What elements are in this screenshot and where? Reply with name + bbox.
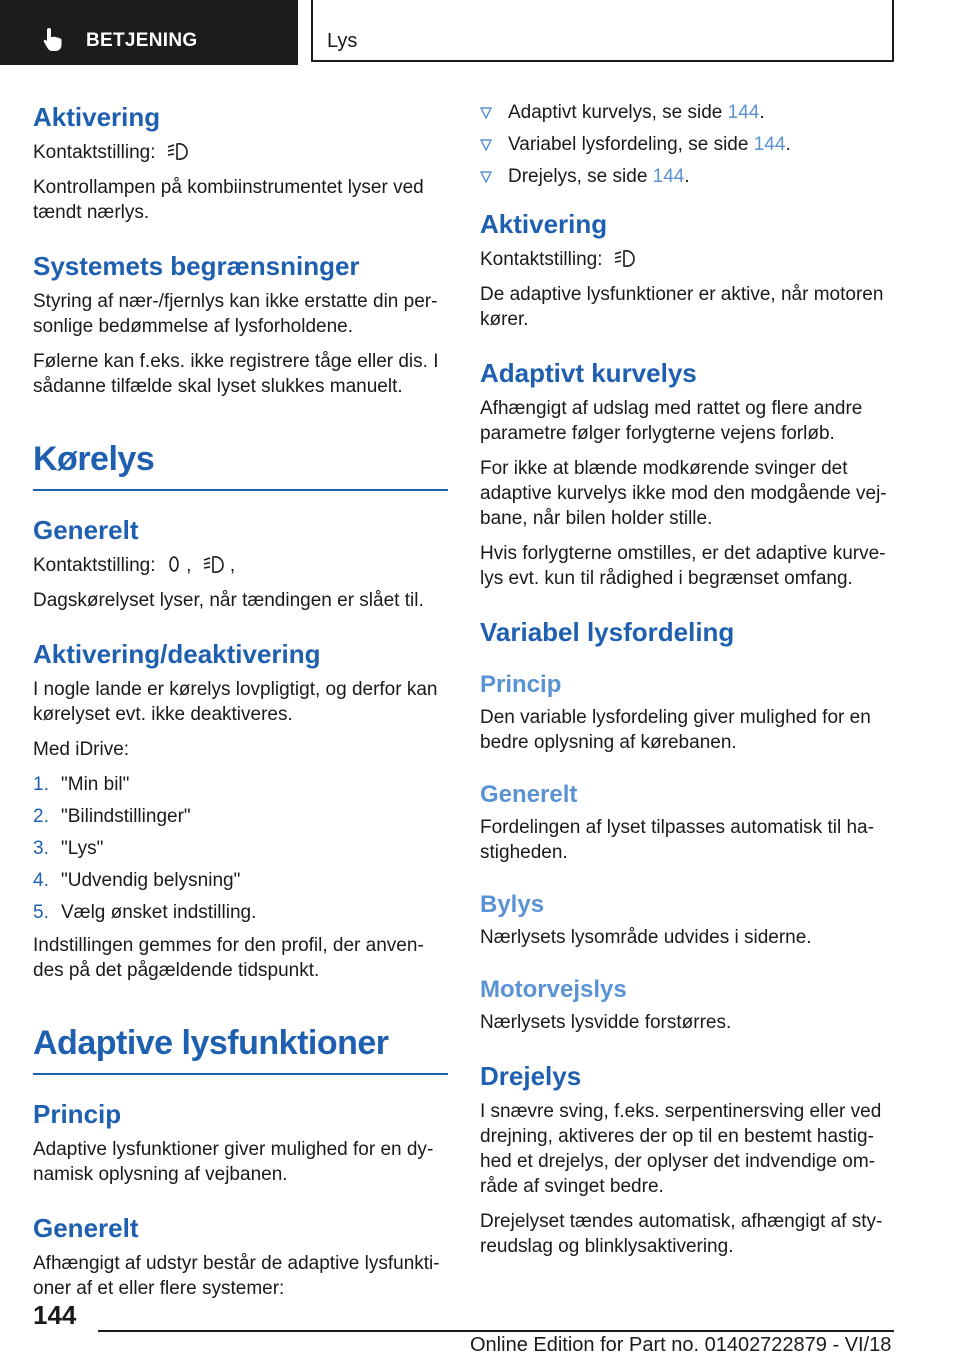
heading-generelt-2: Generelt [33,1213,139,1243]
list-item: 3. "Lys" [33,838,104,859]
separator: , [186,555,192,576]
left-column [33,100,448,1311]
list-item: Drejelys, se side 144. [480,164,890,189]
heading-systemets-begraensninger: Systemets begrænsninger [33,251,360,281]
subheading-generelt: Generelt [480,781,578,808]
heading-aktivering-deaktivering: Aktivering/deaktivering [33,639,321,669]
aktdeakt-p1: I nogle lande er kørelys lovpligtigt, og derfor kan kørelyset evt. ikke deaktiveres. [33,679,438,725]
systemets-p2: Følerne kan f.eks. ikke registrere tåge eller dis. I sådanne tilfælde skal lyset slukkes manuelt. [33,351,439,397]
kontakt-label: Kontaktstilling: [480,249,603,270]
aktivering2-text: De adaptive lysfunktioner er aktive, når motoren kører. [480,284,884,330]
motorvej-text: Nærlysets lysvidde forstørres. [480,1012,732,1033]
switch-zero-icon [167,553,181,575]
kontakt-line [33,140,448,165]
heading-aktivering: Aktivering [33,102,161,132]
heading-princip: Princip [33,1099,122,1129]
header-section-label: BETJENING [86,30,198,51]
princip-text: Adaptive lysfunktioner giver mulighed for en dynamisk oplysning af vejbanen. [33,1139,434,1185]
list-item: 5. Vælg ønsket indstilling. [33,902,257,923]
heading-drejelys: Drejelys [480,1061,582,1091]
hand-pointer-icon [40,26,66,52]
generelt2-text: Afhængigt af udstyr består de adaptive lysfunktioner af et eller flere systemer: [33,1253,440,1299]
list-item: 2. "Bilindstillinger" [33,806,191,827]
header-topic-label: Lys [327,30,358,52]
generelt-text: Dagskørelyset lyser, når tændingen er slået til. [33,590,424,611]
bylys-text: Nærlysets lysområde udvides i siderne. [480,927,812,948]
triangle-bullet-icon [480,107,492,119]
list-item: Variabel lysfordeling, se side 144. [480,132,890,157]
systemets-p1: Styring af nær-/fjernlys kan ikke erstatte din personlige bedømmelse af lysforholdene. [33,291,438,337]
kontakt-line [480,247,890,272]
separator: , [229,555,236,576]
heading-adaptive-lysfunktioner: Adaptive lysfunktioner [33,1024,389,1062]
page-link[interactable]: 144 [727,102,760,123]
low-beam-icon [203,553,225,575]
footer-edition: Online Edition for Part no. 01402722879 - VI/18 [470,1334,892,1356]
idrive-steps [33,772,448,925]
aktdeakt-p2: Med iDrive: [33,739,130,760]
subheading-motorvejslys: Motorvejslys [480,976,627,1003]
heading-korelys: Kørelys [33,440,155,478]
drejelys-p1: I snævre sving, f.eks. serpentinersving eller ved drejning, aktiveres der op til en bestemt hastighed et drejelys, der oplyser det indvendige område af svinget bedre. [480,1101,882,1197]
list-item: Adaptivt kurvelys, se side 144. [480,100,890,125]
system-list [480,100,890,189]
list-item: 1. "Min bil" [33,774,130,795]
triangle-bullet-icon [480,171,492,183]
kontakt-label: Kontaktstilling: [33,555,156,576]
drejelys-p2: Drejelyset tændes automatisk, afhængigt af styreudslag og blinklysaktivering. [480,1211,883,1257]
aktivering-text: Kontrollampen på kombiinstrumentet lyser ved tændt nærlys. [33,177,424,223]
page-link[interactable]: 144 [652,166,685,187]
chapter-adaptive-lysfunktioner [33,1021,448,1075]
heading-variabel-lysfordeling: Variabel lysfordeling [480,617,735,647]
kurvelys-p1: Afhængigt af udslag med rattet og flere andre parametre følger forlygterne vejens forløb. [480,398,863,444]
princip2-text: Den variable lysfordeling giver mulighed for en bedre oplysning af kørebanen. [480,707,871,753]
generelt3-text: Fordelingen af lyset tilpasses automatisk til hastigheden. [480,817,874,863]
header-section-tab [0,0,298,65]
heading-adaptivt-kurvelys: Adaptivt kurvelys [480,358,697,388]
kurvelys-p2: For ikke at blænde modkørende svinger det adaptive kurvelys ikke mod den modgående vejbane, når bilen holder stille. [480,458,887,529]
chapter-korelys [33,437,448,491]
page-link[interactable]: 144 [753,134,786,155]
kurvelys-p3: Hvis forlygterne omstilles, er det adaptive kurvelys evt. kun til rådighed i begrænset omfang. [480,543,886,589]
heading-aktivering-2: Aktivering [480,209,608,239]
right-column [480,100,890,1269]
header-topic-box [311,0,894,62]
subheading-princip: Princip [480,671,562,698]
page-number: 144 [33,1300,77,1330]
kontakt-label: Kontaktstilling: [33,142,156,163]
footer-divider [98,1330,894,1332]
low-beam-icon [167,140,189,162]
low-beam-icon [614,247,636,269]
triangle-bullet-icon [480,139,492,151]
kontakt-line-generelt [33,553,448,578]
list-item: 4. "Udvendig belysning" [33,870,241,891]
aktdeakt-p3: Indstillingen gemmes for den profil, der anvendes på det pågældende tidspunkt. [33,935,424,981]
subheading-bylys: Bylys [480,891,545,918]
heading-generelt: Generelt [33,515,139,545]
